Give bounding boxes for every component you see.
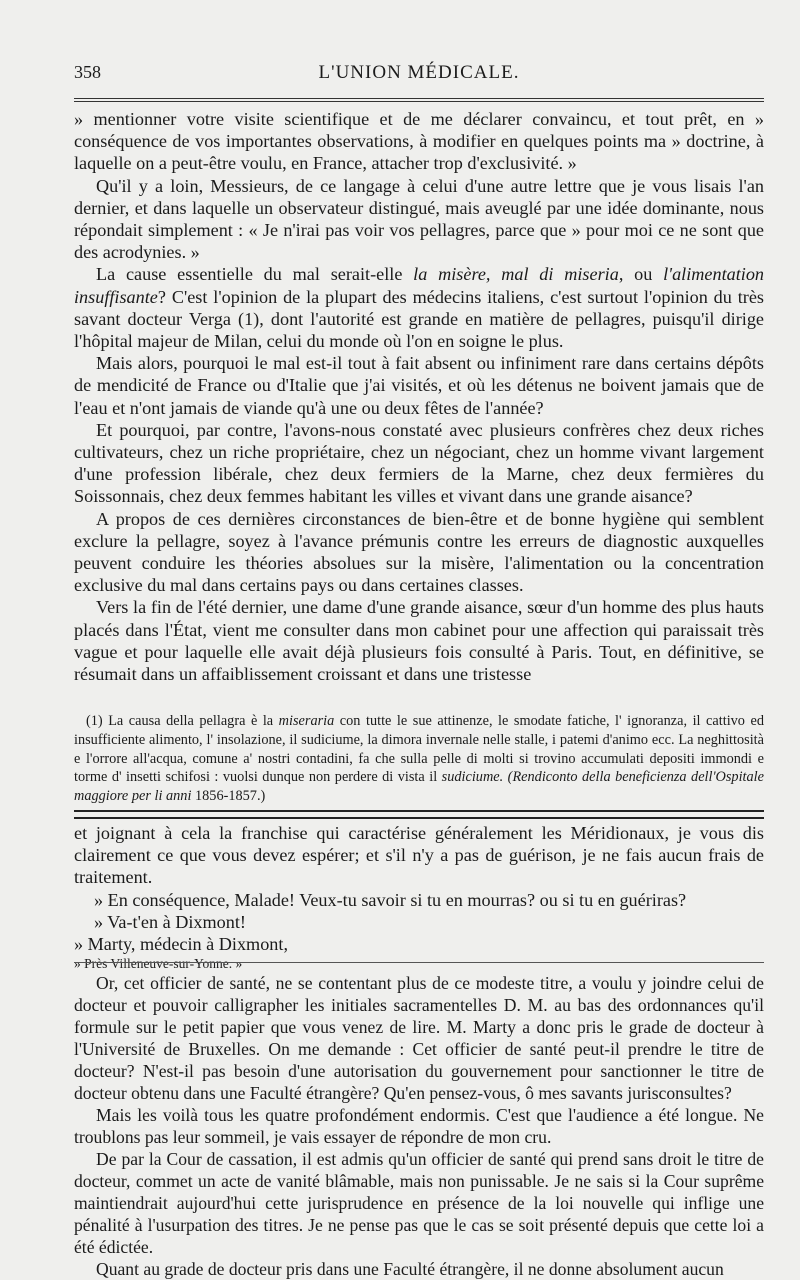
- letter-end-rule: [74, 962, 764, 963]
- paragraph: A propos de ces dernières circonstances de bien-être et de bonne hygiène qui semblent exclure la pellagre, soyez à l'avance prémunis contre les erreurs de diagnostic auxquelles peuvent conduire les théories absolues sur la misère, l'alimentation ou la concentration exclusive du mal dans certains pays ou dans certaines classes.: [74, 508, 764, 596]
- section-double-rule: [74, 810, 764, 819]
- letter-line: » Va-t'en à Dixmont!: [94, 911, 246, 932]
- letter-continuation: [74, 822, 764, 973]
- letter-signature-address: » Près Villeneuve-sur-Yonne. »: [74, 956, 243, 972]
- paragraph: Or, cet officier de santé, ne se contentant plus de ce modeste titre, a voulu y joindre celui de docteur et pouvoir calligrapher les initiales sacramentelles D. M. au bas des ordonnances qu'il formule sur le petit papier que vous venez de lire. M. Marty a donc pris le grade de docteur à l'Université de Bruxelles. On me demande : Cet officier de santé peut-il prendre le titre de docteur? N'est-il pas besoin d'une autorisation du gouvernement pour sanctionner le titre de docteur obtenu dans une Faculté étrangère? Qu'en pensez-vous, ô mes savants jurisconsultes?: [74, 973, 764, 1103]
- paragraph-cause: La cause essentielle du mal serait-elle la misère, mal di miseria, ou l'alimentation insuffisante? C'est l'opinion de la plupart des médecins italiens, c'est surtout l'opinion du très savant docteur Verga (1), dont l'autorité est grande en matière de pellagres, puisqu'il dirige l'hôpital majeur de Milan, celui du monde où l'on en soigne le plus.: [74, 264, 765, 352]
- footnote-text: (1) La causa della pellagra è la miseraria con tutte le sue attinenze, le smodate fatiche, l' ignoranza, il cattivo ed insufficiente alimento, l' insolazione, il sudiciume, la dimora invernale nelle stalle, i patemi d'animo ecc. La neghittosità e l'orrore all'acqua, comune a' nostri contadini, fa che sulla pelle di molti si trovino accumulati depositi immondi e torme d' insetti schifosi : vuolsi dunque non perdere di vista il sudiciume. (Rendiconto della beneficienza dell'Ospitale maggiore per li anni 1856-1857.): [74, 713, 764, 805]
- footnote: [74, 712, 764, 806]
- paragraph: Mais les voilà tous les quatre profondément endormis. C'est que l'audience a été longue. Ne troublons pas leur sommeil, je vais essayer de répondre de mon cru.: [74, 1105, 764, 1147]
- page-header: [74, 62, 764, 90]
- paragraph: Qu'il y a loin, Messieurs, de ce langage à celui d'une autre lettre que je vous lisais l'an dernier, et dans laquelle un observateur distingué, mais aveuglé par une idée dominante, nous répondait simplement : « Je n'irai pas voir vos pellagres, parce que » pour moi ce ne sont que des acrodynies. »: [74, 175, 764, 263]
- header-rule: [74, 98, 764, 102]
- paragraph: Et pourquoi, par contre, l'avons-nous constaté avec plusieurs confrères chez deux riches cultivateurs, chez un riche propriétaire, chez un négociant, chez un homme vivant largement d'une profession libérale, chez deux fermiers de la Marne, chez deux fermières du Soissonnais, chez deux femmes habitant les villes et vivant dans une grande aisance?: [74, 419, 764, 507]
- letter-line: » En conséquence, Malade! Veux-tu savoir si tu en mourras? ou si tu en guériras?: [94, 889, 687, 910]
- page-number: 358: [74, 62, 101, 82]
- running-title: L'UNION MÉDICALE.: [318, 62, 520, 83]
- paragraph: Vers la fin de l'été dernier, une dame d'une grande aisance, sœur d'un homme des plus hauts placés dans l'État, vient me consulter dans mon cabinet pour une affection qui paraissait très vague et pour laquelle elle avait déjà plusieurs fois consulté à Paris. Tout, en définitive, se résumait dans un affaiblissement croissant et dans une tristesse: [74, 597, 764, 685]
- paragraph: Mais alors, pourquoi le mal est-il tout à fait absent ou infiniment rare dans certains dépôts de mendicité de France ou d'Italie que j'ai visités, et où les détenus ne boivent jamais que de l'eau et n'ont jamais de viande qu'à une ou deux fêtes de l'année?: [74, 353, 764, 418]
- main-text: [74, 108, 764, 685]
- paragraph: Quant au grade de docteur pris dans une Faculté étrangère, il ne donne absolument aucun: [96, 1259, 724, 1279]
- letter-signature: » Marty, médecin à Dixmont,: [74, 934, 288, 955]
- paragraph: De par la Cour de cassation, il est admis qu'un officier de santé qui prend sans droit le titre de docteur, commet un acte de vanité blâmable, mais non punissable. Je ne sais si la Cour suprême maintiendrait aujourd'hui cette jurisprudence en présence de la loi nouvelle qui inflige une pénalité à l'usurpation des titres. Je ne pense pas que le cas se soit présenté depuis que cette loi a été édictée.: [74, 1149, 764, 1257]
- letter-paragraph: et joignant à cela la franchise qui caractérise généralement les Méridionaux, je vous dis clairement ce que vous devez espérer; et s'il n'y a pas de guérison, je ne fais aucun frais de traitement.: [74, 823, 764, 888]
- paragraph-quote-end: » mentionner votre visite scientifique et de me déclarer convaincu, et tout prêt, en » conséquence de vos importantes observations, à modifier en quelques points ma » doctrine, à laquelle on a peut-être voulu, en France, attacher trop d'exclusivité. »: [74, 109, 764, 174]
- main-text-continued: [74, 972, 764, 1280]
